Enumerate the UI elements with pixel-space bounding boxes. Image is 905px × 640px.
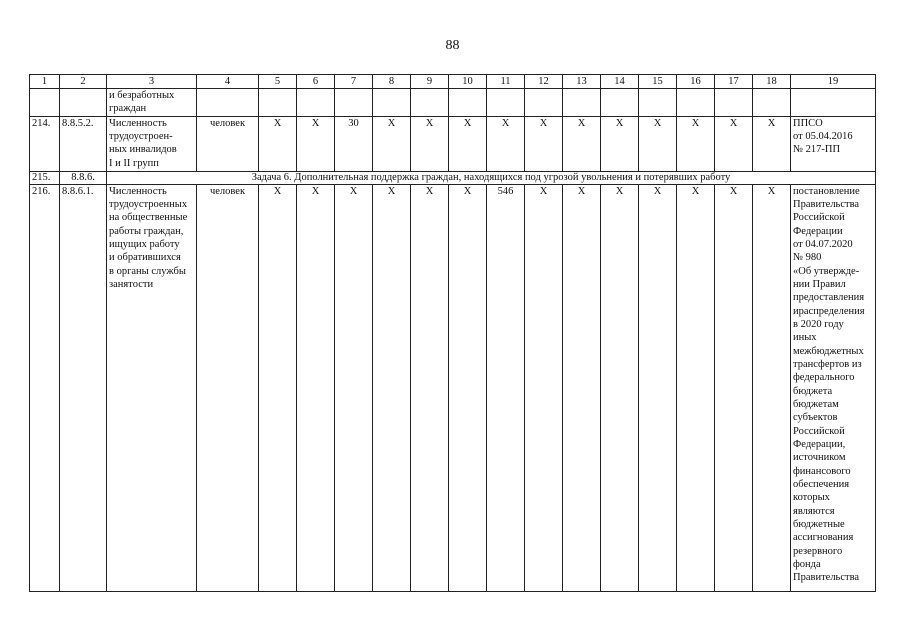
cell-line: работы граждан,: [109, 225, 184, 237]
cell-line: которых: [793, 492, 830, 504]
value-cell: X: [373, 184, 411, 591]
column-header: 19: [791, 75, 876, 89]
legal-basis-cell: [791, 184, 876, 591]
cell-line: занятости: [109, 278, 154, 290]
column-header: 14: [601, 75, 639, 89]
column-header: 16: [677, 75, 715, 89]
table-row-215: [30, 171, 876, 184]
value-cell: 30: [335, 116, 373, 171]
cell-line: и обратившихся: [109, 252, 181, 264]
data-table: [29, 74, 876, 592]
cell-line: нии Правил: [793, 278, 846, 290]
column-header: 2: [60, 75, 107, 89]
legal-basis-cell: ППСО от 05.04.2016 № 217-ПП: [791, 116, 876, 171]
row-code-cell: 8.8.6.: [60, 171, 107, 184]
value-cell: X: [715, 184, 753, 591]
column-header: 6: [297, 75, 335, 89]
column-header: 4: [197, 75, 259, 89]
value-cell: X: [563, 116, 601, 171]
value-cell: X: [259, 116, 297, 171]
value-cell: X: [297, 184, 335, 591]
cell-line: источником: [793, 452, 846, 464]
value-cell: X: [373, 116, 411, 171]
column-header: 7: [335, 75, 373, 89]
cell-line: предоставления: [793, 292, 865, 304]
column-header: 18: [753, 75, 791, 89]
cell-line: ассигнования: [793, 532, 854, 544]
cell-line: Федерации,: [793, 438, 846, 450]
value-cell: X: [449, 116, 487, 171]
header-row: [30, 75, 876, 89]
value-cell: X: [753, 116, 791, 171]
value-cell: X: [449, 184, 487, 591]
value-cell: X: [411, 116, 449, 171]
row-code-cell: 8.8.5.2.: [60, 116, 107, 171]
task-heading-cell: Задача 6. Дополнительная поддержка граждан, находящихся под угрозой увольнения и потерявших работу: [107, 171, 876, 184]
column-header: 13: [563, 75, 601, 89]
cell-line: межбюджетных: [793, 345, 864, 357]
value-cell: X: [753, 184, 791, 591]
column-header: 15: [639, 75, 677, 89]
column-header: 9: [411, 75, 449, 89]
cell-line: «Об утвержде-: [793, 265, 860, 277]
continuation-name-cell: и безработных граждан: [107, 89, 197, 117]
value-cell: X: [639, 116, 677, 171]
cell-line: финансового: [793, 465, 851, 477]
value-cell: X: [715, 116, 753, 171]
cell-line: иных: [793, 332, 817, 344]
value-cell: X: [297, 116, 335, 171]
unit-cell: человек: [197, 116, 259, 171]
cell-line: ищущих работу: [109, 238, 180, 250]
cell-line: субъектов: [793, 412, 838, 424]
cell-line: на общественные: [109, 212, 188, 224]
cell-line: Правительства: [793, 198, 860, 210]
value-cell: X: [411, 184, 449, 591]
cell-line: федерального: [793, 372, 855, 384]
cell-line: обеспечения: [793, 478, 850, 490]
value-cell: X: [677, 116, 715, 171]
cell-line: Российской: [793, 425, 845, 437]
cell-line: № 980: [793, 252, 822, 264]
value-cell: X: [563, 184, 601, 591]
column-header: 12: [525, 75, 563, 89]
value-cell: X: [487, 116, 525, 171]
table-row-continuation: [30, 89, 876, 117]
row-number-cell: 214.: [30, 116, 60, 171]
value-cell: X: [525, 184, 563, 591]
cell-line: от 04.07.2020: [793, 238, 853, 250]
row-number-cell: 216.: [30, 184, 60, 591]
cell-line: Правительства: [793, 572, 860, 584]
value-cell: 546: [487, 184, 525, 591]
value-cell: X: [259, 184, 297, 591]
value-cell: X: [525, 116, 563, 171]
row-number-cell: 215.: [30, 171, 60, 184]
column-header: 5: [259, 75, 297, 89]
cell-line: Российской: [793, 212, 845, 224]
cell-line: постановление: [793, 185, 860, 197]
cell-line: в органы службы: [109, 265, 186, 277]
column-header: 10: [449, 75, 487, 89]
table-row-216: [30, 184, 876, 591]
row-code-cell: 8.8.6.1.: [60, 184, 107, 591]
cell-line: трудоустроенных: [109, 198, 188, 210]
value-cell: X: [677, 184, 715, 591]
column-header: 1: [30, 75, 60, 89]
cell-line: в 2020 году: [793, 318, 844, 330]
unit-cell: человек: [197, 184, 259, 591]
value-cell: X: [601, 116, 639, 171]
table-row-214: [30, 116, 876, 171]
indicator-name-cell: [107, 184, 197, 591]
column-header: 8: [373, 75, 411, 89]
indicator-name-cell: Численность трудоустроен- ных инвалидов I и II групп: [107, 116, 197, 171]
cell-line: бюджетные: [793, 518, 845, 530]
cell-line: ираспределения: [793, 305, 865, 317]
cell-line: бюджета: [793, 385, 833, 397]
value-cell: X: [639, 184, 677, 591]
column-header: 11: [487, 75, 525, 89]
cell-line: бюджетам: [793, 398, 839, 410]
column-header: 3: [107, 75, 197, 89]
value-cell: X: [601, 184, 639, 591]
page-number: 88: [445, 38, 460, 53]
cell-line: являются: [793, 505, 835, 517]
cell-line: Федерации: [793, 225, 843, 237]
cell-line: трансфертов из: [793, 358, 862, 370]
value-cell: X: [335, 184, 373, 591]
cell-line: Численность: [109, 185, 167, 197]
cell-line: резервного: [793, 545, 843, 557]
cell-line: фонда: [793, 558, 821, 570]
column-header: 17: [715, 75, 753, 89]
